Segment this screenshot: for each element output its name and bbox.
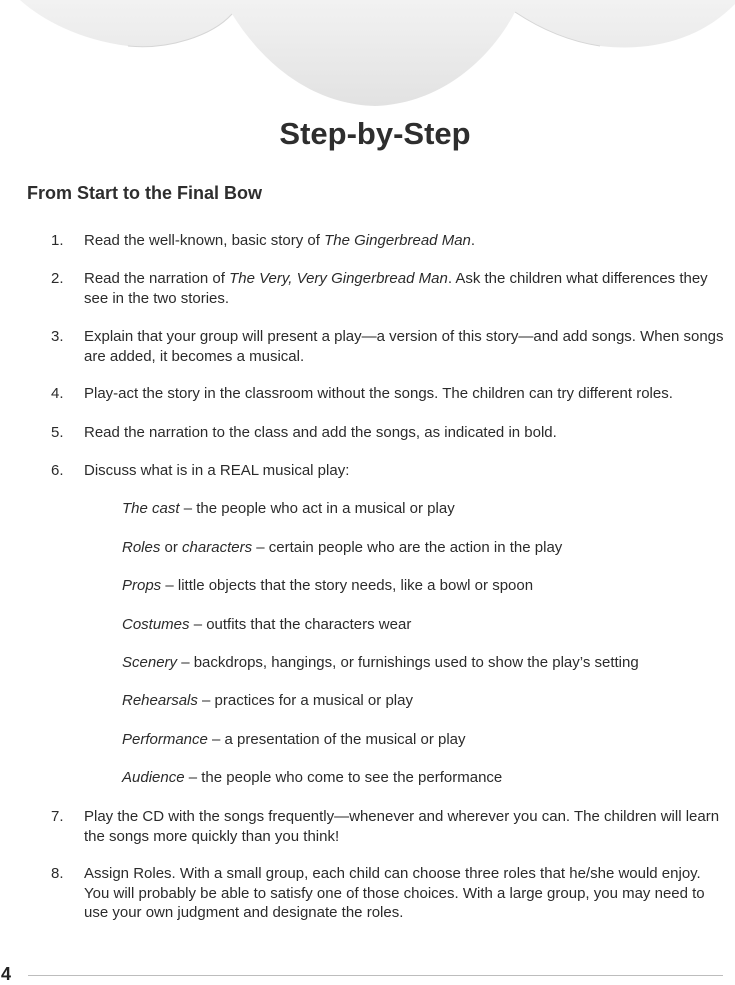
definition-term: characters <box>182 539 253 556</box>
definition-term: The cast <box>122 500 180 517</box>
step-text: Discuss what is in a REAL musical play: <box>84 462 350 479</box>
definition-term: Rehearsals <box>122 692 198 709</box>
definition-item <box>122 615 411 635</box>
step-number: 4. <box>51 385 64 402</box>
step-text: Play the CD with the songs frequently—whenever and wherever you can. The children will learn the songs more quickly than you think! <box>84 808 720 845</box>
step-number: 7. <box>51 808 64 825</box>
definition-item <box>122 768 502 788</box>
definition-text: – certain people who are the action in the play <box>252 539 563 556</box>
definition-item <box>122 730 466 750</box>
definition-term: Costumes <box>122 616 190 633</box>
step-text: Explain that your group will present a play—a version of this story—and add songs. When songs are added, it becomes a musical. <box>84 328 724 365</box>
definition-item <box>122 691 413 711</box>
definition-text: – a presentation of the musical or play <box>207 731 466 748</box>
definition-text: – little objects that the story needs, like a bowl or spoon <box>161 577 534 594</box>
curtain-drape-graphic <box>0 0 735 112</box>
page-number: 4 <box>1 964 12 984</box>
definition-text: – outfits that the characters wear <box>189 616 412 633</box>
definition-term: Performance <box>122 731 208 748</box>
section-heading: From Start to the Final Bow <box>27 183 263 203</box>
step-number: 3. <box>51 328 64 345</box>
definition-text: – the people who act in a musical or play <box>179 500 455 517</box>
step-text: Play-act the story in the classroom without the songs. The children can try different roles. <box>84 385 673 402</box>
step-number: 8. <box>51 865 64 882</box>
definition-term: Scenery <box>122 654 178 671</box>
definition-item <box>122 653 639 673</box>
definition-text: – backdrops, hangings, or furnishings used to show the play’s setting <box>177 654 639 671</box>
step-text: Read the well-known, basic story of The Gingerbread Man. <box>84 232 476 249</box>
step-number: 5. <box>51 424 64 441</box>
step-text: Assign Roles. With a small group, each child can choose three roles that he/she would enjoy. You will probably be able to satisfy one of those choices. With a large group, you may need to use your own judgment and designate the roles. <box>84 865 705 921</box>
definition-text: – the people who come to see the performance <box>184 769 503 786</box>
definition-term: Props <box>122 577 162 594</box>
step-text: Read the narration of The Very, Very Gingerbread Man. Ask the children what differences they see in the two stories. <box>84 270 708 307</box>
definition-term: Audience <box>122 769 185 786</box>
definition-term: Roles <box>122 539 161 556</box>
step-number: 6. <box>51 462 64 479</box>
definition-text: – practices for a musical or play <box>197 692 413 709</box>
definition-item <box>122 576 533 596</box>
step-text: Read the narration to the class and add the songs, as indicated in bold. <box>84 424 557 441</box>
definition-item: Roles or characters – certain people who are the action in the play <box>122 539 563 556</box>
step-number: 1. <box>51 232 64 249</box>
page-title: Step-by-Step <box>279 116 471 151</box>
footer-divider <box>28 975 723 976</box>
step-number: 2. <box>51 270 64 287</box>
definition-item <box>122 499 455 519</box>
